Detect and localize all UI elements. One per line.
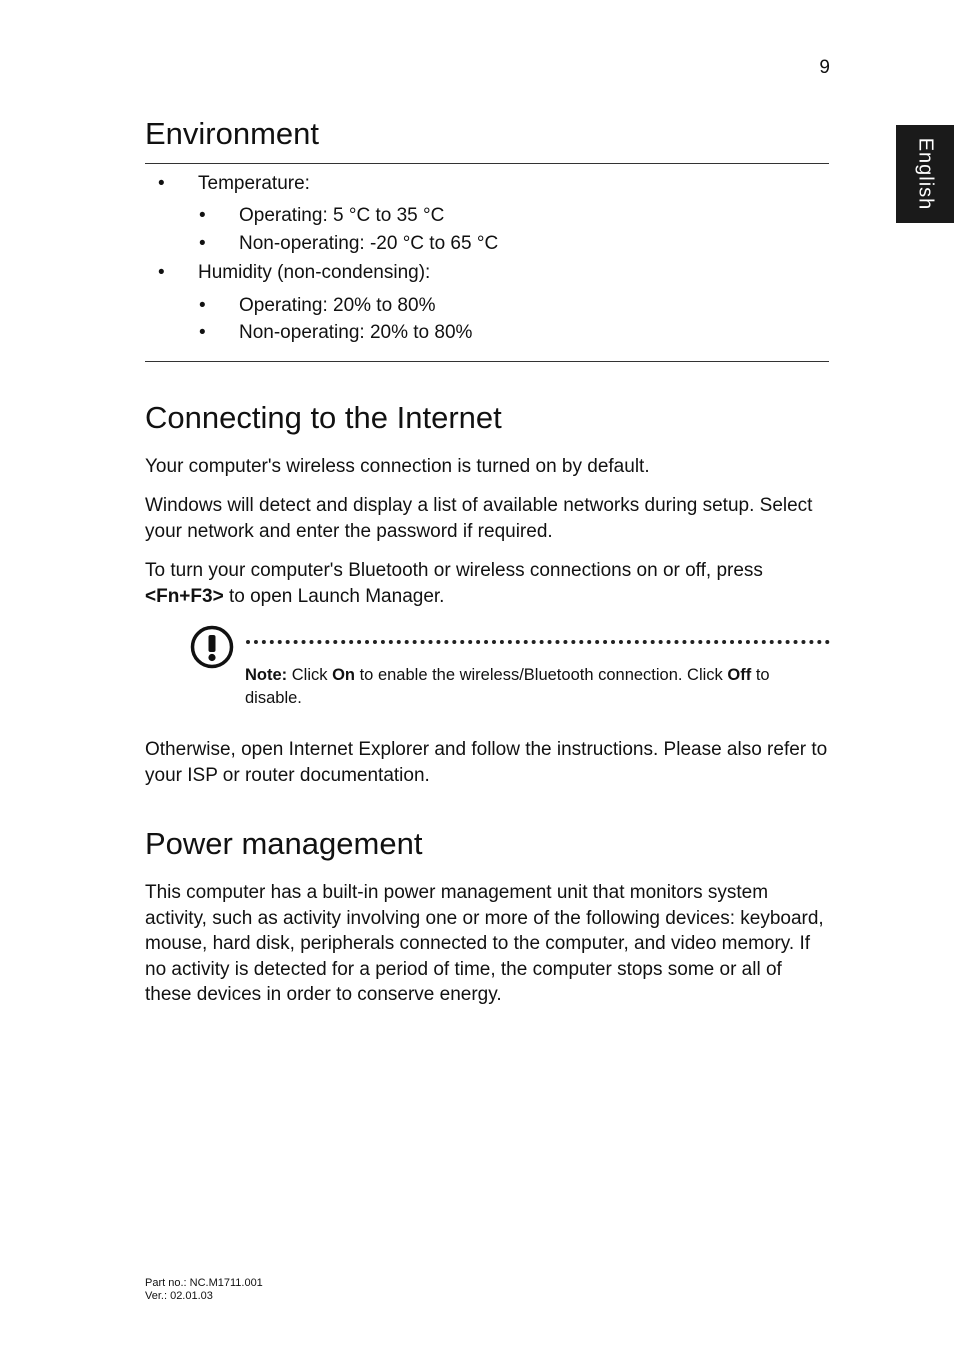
internet-paragraph-4: Otherwise, open Internet Explorer and follow the instructions. Please also refer to your ISP or router documentation. — [145, 739, 828, 786]
humidity-label: Humidity (non-condensing): — [198, 262, 431, 283]
list-item — [158, 260, 431, 285]
environment-heading: Environment — [145, 116, 320, 151]
shortcut-key: <Fn+F3> — [145, 585, 224, 607]
part-number: Part no.: NC.M1711.001 — [145, 1277, 263, 1289]
bullet-icon: • — [199, 205, 206, 226]
power-paragraph-1: This computer has a built-in power management unit that monitors system activity, such as activity involving one or more of the following devices: keyboard, mouse, hard disk, peripherals connected to the computer, and video memory. If no activity is detected for a period of time, the computer stops some or all of these devices in order to conserve energy. — [145, 882, 824, 1005]
bullet-icon: • — [199, 233, 206, 254]
temperature-label: Temperature: — [198, 173, 310, 194]
humidity-operating: Operating: 20% to 80% — [239, 295, 436, 316]
note-text: Note: Click On to enable the wireless/Bluetooth connection. Click Off to disable. — [245, 666, 770, 707]
exclamation-icon — [189, 624, 235, 670]
humidity-nonoperating: Non-operating: 20% to 80% — [239, 322, 473, 343]
temp-operating: Operating: 5 °C to 35 °C — [239, 205, 445, 226]
bullet-icon: • — [158, 262, 165, 283]
list-item — [158, 171, 310, 196]
internet-paragraph-3: To turn your computer's Bluetooth or wireless connections on or off, press <Fn+F3> to open Launch Manager. — [145, 560, 763, 607]
footer — [145, 1277, 263, 1303]
list-item — [199, 320, 473, 345]
environment-bottom-rule — [145, 361, 829, 362]
language-tab — [896, 125, 954, 223]
bullet-icon: • — [158, 173, 165, 194]
internet-heading: Connecting to the Internet — [145, 400, 502, 435]
bullet-icon: • — [199, 295, 206, 316]
temp-nonoperating: Non-operating: -20 °C to 65 °C — [239, 233, 499, 254]
note-label: Note: — [245, 666, 288, 684]
list-item — [199, 293, 436, 318]
power-heading: Power management — [145, 826, 423, 861]
internet-paragraph-1: Your computer's wireless connection is turned on by default. — [145, 456, 650, 477]
environment-top-rule — [145, 163, 829, 164]
internet-paragraph-2: Windows will detect and display a list of available networks during setup. Select your network and enter the password if required. — [145, 495, 813, 542]
language-tab-label: English — [914, 137, 937, 211]
note-dotted-divider — [246, 640, 830, 644]
version: Ver.: 02.01.03 — [145, 1290, 213, 1302]
list-item — [199, 231, 499, 256]
list-item — [199, 203, 445, 228]
bullet-icon: • — [199, 322, 206, 343]
page-number: 9 — [819, 57, 830, 78]
